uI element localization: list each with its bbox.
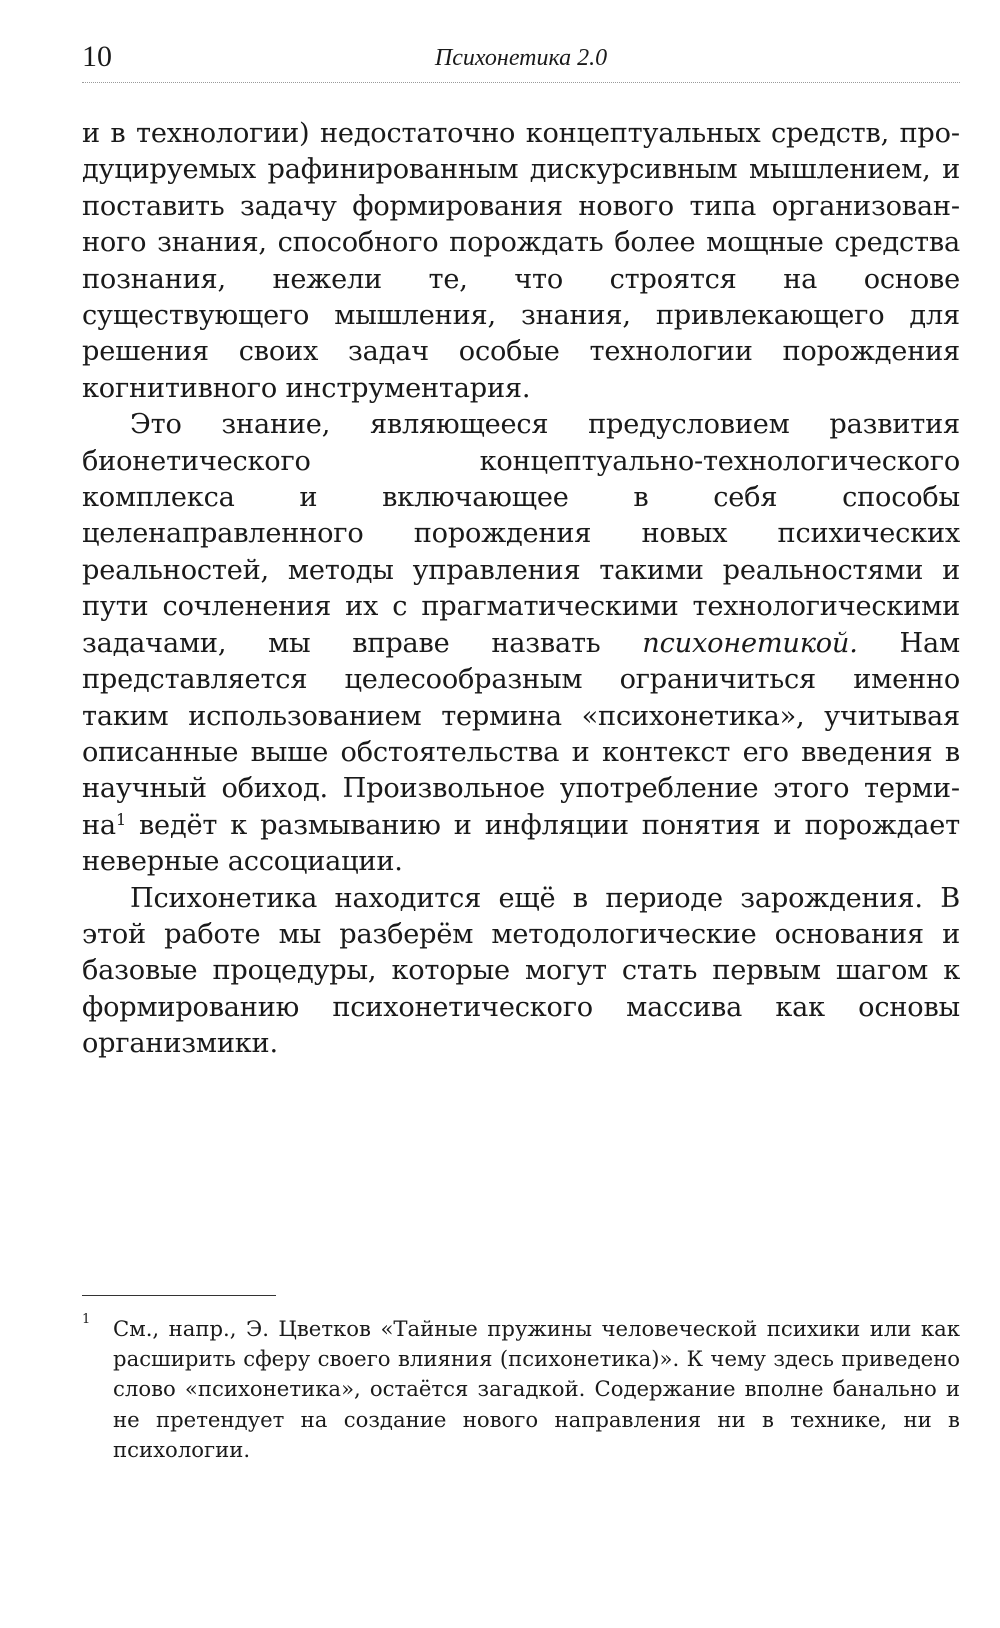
footnote-mark: 1 — [82, 1312, 91, 1327]
paragraph-2-text-b: Нам представляется целесообразным ограничиться именно таким использованием термина «психонетика», учитывая описанные выше обстоятельства и контекст его введения в научный обиход. Произвольное употребление этого термина — [82, 627, 960, 841]
footnote-1 — [82, 1314, 960, 1465]
footnote-text: См., напр., Э. Цветков «Тайные пружины человеческой психики или как расширить сферу своего влияния (психонетика)». К чему здесь приведено слово «психонетика», остаётся загадкой. Содержание вполне банально и не претендует на создание нового направления ни в технике, ни в психологии. — [113, 1316, 960, 1462]
paragraph-2-text-c: ведёт к размыванию и инфляции понятия и порождает неверные ассоциации. — [82, 809, 960, 878]
footnote-separator — [82, 1295, 276, 1296]
running-head — [82, 38, 960, 83]
paragraph-3: Психонетика находится ещё в периоде зарождения. В этой работе мы разберём методологические основания и базовые процедуры, которые могут стать первым шагом к формированию психонетического массива как основы организмики. — [82, 882, 960, 1060]
running-title: Психонетика 2.0 — [434, 45, 608, 71]
footnote-reference[interactable]: 1 — [115, 809, 126, 829]
paragraph-2 — [82, 407, 960, 880]
paragraph-1: и в технологии) недостаточно концептуальных средств, продуцируемых рафинированным дискурсивным мышлением, и поставить задачу формирования нового типа организованного знания, способного порождать более мощные средства познания, нежели те, что строятся на основе существующего мышления, знания, привлекающего для решения своих задач особые технологии порождения когнитивного инструментария. — [82, 118, 960, 404]
paragraph-2-text-a: Это знание, являющееся предусловием развития бионетического концептуально-технологического комплекса и включающее в себя способы целенаправленного порождения новых психических реальностей, методы управления такими реальностями и пути сочленения их с прагматическими технологическими задачами, мы вправе назвать — [82, 409, 960, 659]
page-number: 10 — [82, 40, 112, 73]
body-text — [82, 116, 960, 1063]
term-psychonetics-italic: психонетикой. — [642, 627, 858, 659]
